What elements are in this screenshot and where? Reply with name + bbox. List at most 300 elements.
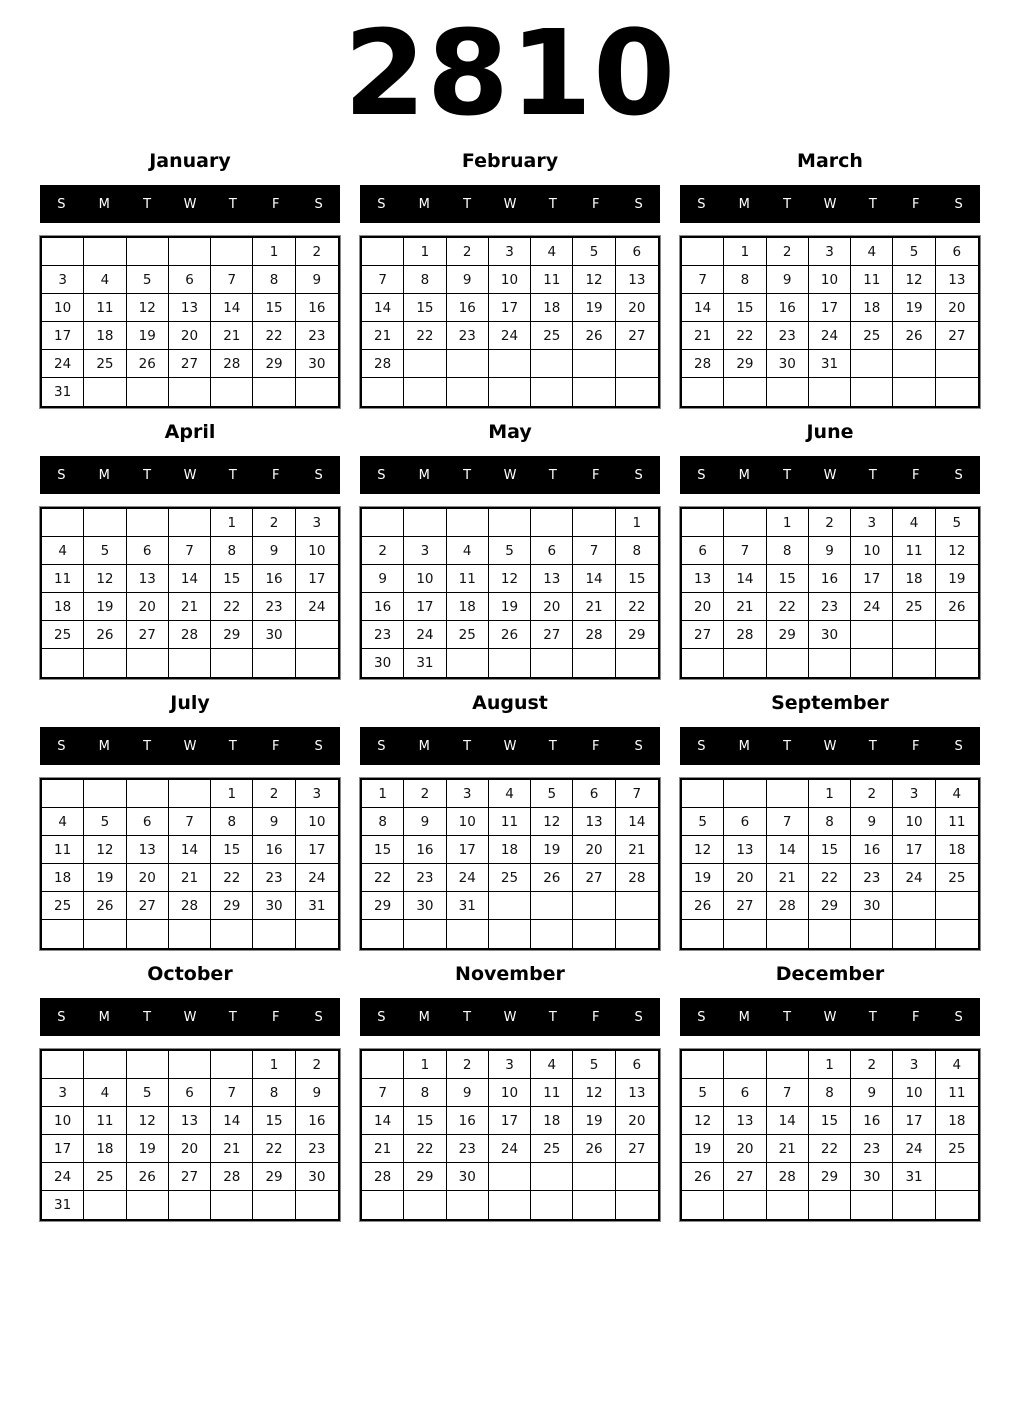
day-cell-empty [42,509,84,537]
day-cell: 21 [682,322,724,350]
day-cell: 18 [447,593,489,621]
day-cell-empty [682,509,724,537]
day-cell: 19 [84,593,126,621]
day-cell: 22 [404,1135,446,1163]
day-cell: 29 [809,1163,851,1191]
weekday-label: S [57,1009,66,1025]
day-cell: 30 [767,350,809,378]
day-cell: 29 [362,892,404,920]
day-cell: 28 [724,621,766,649]
day-cell: 13 [724,836,766,864]
day-cell-empty [767,378,809,406]
day-cell: 15 [253,294,295,322]
day-cell-empty [724,1191,766,1219]
day-cell: 11 [531,1079,573,1107]
weekday-label: T [228,1009,237,1025]
weekday-label: F [591,1009,600,1025]
day-cell: 4 [531,1051,573,1079]
day-cell: 18 [42,864,84,892]
weekday-label: T [783,1009,792,1025]
weekday-label: F [911,1009,920,1025]
day-cell: 29 [211,621,253,649]
day-cell: 26 [84,892,126,920]
day-cell: 6 [724,808,766,836]
day-cell-empty [809,378,851,406]
day-cell-empty [362,378,404,406]
weekday-label: W [183,196,197,212]
day-cell-empty [169,378,211,406]
day-cell: 1 [211,509,253,537]
day-cell: 19 [127,1135,169,1163]
day-cell: 13 [936,266,978,294]
weekday-label: M [738,738,750,754]
day-cell: 23 [404,864,446,892]
day-cell-empty [531,1191,573,1219]
weekday-label: S [57,738,66,754]
day-cell: 15 [767,565,809,593]
day-cell: 26 [127,1163,169,1191]
day-cell-empty [682,649,724,677]
weekday-label: S [377,738,386,754]
day-cell-empty [893,378,935,406]
weekday-label: M [418,467,430,483]
day-cell: 26 [893,322,935,350]
day-cell: 11 [851,266,893,294]
day-cell-empty [531,649,573,677]
day-cell: 30 [851,1163,893,1191]
day-cell-empty [447,350,489,378]
day-cell: 6 [682,537,724,565]
day-cell: 26 [936,593,978,621]
day-cell: 8 [809,1079,851,1107]
day-cell-empty [84,509,126,537]
day-cell-empty [893,649,935,677]
day-cell: 24 [851,593,893,621]
weekday-label: M [98,1009,110,1025]
day-cell: 22 [362,864,404,892]
weekday-label: F [271,467,280,483]
day-cell: 23 [296,1135,338,1163]
day-cell: 3 [893,780,935,808]
weekday-label: M [98,467,110,483]
month-grid [40,778,340,950]
day-cell: 22 [404,322,446,350]
day-cell: 22 [253,1135,295,1163]
day-cell: 6 [127,808,169,836]
day-cell: 8 [362,808,404,836]
weekday-label: W [503,738,517,754]
day-cell: 6 [616,238,658,266]
day-cell: 16 [253,836,295,864]
day-cell: 27 [531,621,573,649]
day-cell-empty [893,1191,935,1219]
day-cell-empty [893,621,935,649]
day-cell-empty [767,780,809,808]
day-cell-empty [851,649,893,677]
day-cell: 14 [616,808,658,836]
month-title: November [455,963,565,985]
day-cell-empty [404,378,446,406]
weekday-label: S [954,467,963,483]
day-cell: 5 [531,780,573,808]
day-cell: 26 [682,892,724,920]
day-cell: 10 [893,1079,935,1107]
month-title: August [472,692,548,714]
day-cell-empty [362,238,404,266]
day-cell: 21 [211,1135,253,1163]
day-cell: 12 [573,266,615,294]
day-cell-empty [296,649,338,677]
day-cell: 13 [573,808,615,836]
day-cell: 31 [42,378,84,406]
day-cell: 22 [616,593,658,621]
day-cell: 30 [296,350,338,378]
day-cell: 19 [893,294,935,322]
day-cell: 21 [169,593,211,621]
day-cell: 23 [447,1135,489,1163]
day-cell: 12 [489,565,531,593]
day-cell: 24 [809,322,851,350]
day-cell: 3 [893,1051,935,1079]
weekday-label: T [228,467,237,483]
day-cell: 27 [682,621,724,649]
day-cell: 13 [724,1107,766,1135]
day-cell: 10 [404,565,446,593]
day-cell: 23 [296,322,338,350]
day-cell: 22 [211,864,253,892]
weekday-label: S [954,196,963,212]
day-cell-empty [42,238,84,266]
day-cell: 11 [42,565,84,593]
day-cell: 10 [489,1079,531,1107]
day-cell: 7 [767,808,809,836]
day-cell-empty [573,649,615,677]
day-cell: 11 [84,1107,126,1135]
day-cell: 12 [893,266,935,294]
weekday-header-row [360,456,660,494]
day-cell: 18 [531,1107,573,1135]
day-cell: 20 [169,1135,211,1163]
day-cell: 30 [851,892,893,920]
day-cell: 23 [851,864,893,892]
day-cell: 8 [724,266,766,294]
day-cell-empty [851,350,893,378]
day-cell-empty [42,649,84,677]
weekday-label: F [591,196,600,212]
day-cell: 21 [724,593,766,621]
weekday-label: T [143,467,152,483]
day-cell-empty [936,892,978,920]
day-cell: 2 [253,509,295,537]
day-cell: 25 [893,593,935,621]
day-cell-empty [573,1191,615,1219]
day-cell: 8 [767,537,809,565]
day-cell: 9 [851,808,893,836]
day-cell: 15 [404,1107,446,1135]
day-cell-empty [84,780,126,808]
day-cell: 5 [84,808,126,836]
day-cell-empty [767,920,809,948]
weekday-label: T [868,196,877,212]
day-cell: 2 [253,780,295,808]
day-cell: 20 [127,864,169,892]
day-cell-empty [531,378,573,406]
day-cell: 22 [809,864,851,892]
weekday-label: M [418,1009,430,1025]
day-cell: 31 [42,1191,84,1219]
weekday-label: S [57,196,66,212]
weekday-label: F [911,467,920,483]
day-cell: 21 [767,864,809,892]
day-cell-empty [682,238,724,266]
day-cell-empty [211,1051,253,1079]
day-cell: 6 [169,266,211,294]
day-cell-empty [573,350,615,378]
day-cell: 15 [404,294,446,322]
day-cell: 3 [42,266,84,294]
day-cell: 3 [404,537,446,565]
weekday-label: T [548,738,557,754]
day-cell: 12 [682,1107,724,1135]
day-cell: 28 [682,350,724,378]
weekday-label: F [271,738,280,754]
day-cell-empty [531,920,573,948]
day-cell: 21 [362,1135,404,1163]
day-cell: 29 [253,350,295,378]
day-cell: 18 [84,322,126,350]
day-cell-empty [616,920,658,948]
day-cell: 27 [127,892,169,920]
weekday-label: W [503,196,517,212]
day-cell: 16 [362,593,404,621]
day-cell-empty [809,1191,851,1219]
day-cell: 16 [851,836,893,864]
day-cell: 15 [616,565,658,593]
day-cell-empty [724,649,766,677]
day-cell: 13 [127,565,169,593]
day-cell: 19 [84,864,126,892]
day-cell: 30 [404,892,446,920]
day-cell: 28 [169,892,211,920]
day-cell: 11 [893,537,935,565]
month-block-november [360,963,660,1221]
weekday-header-row [360,998,660,1036]
day-cell: 2 [362,537,404,565]
day-cell: 10 [851,537,893,565]
day-cell: 25 [42,892,84,920]
day-cell: 11 [489,808,531,836]
day-cell: 22 [767,593,809,621]
day-cell: 25 [936,864,978,892]
day-cell: 7 [169,537,211,565]
day-cell: 14 [211,1107,253,1135]
day-cell: 1 [809,1051,851,1079]
day-cell: 5 [127,266,169,294]
day-cell: 14 [682,294,724,322]
day-cell: 4 [84,266,126,294]
weekday-label: T [463,1009,472,1025]
day-cell: 6 [573,780,615,808]
day-cell: 16 [296,1107,338,1135]
day-cell-empty [447,1191,489,1219]
month-block-january [40,150,340,408]
month-block-august [360,692,660,950]
day-cell-empty [447,649,489,677]
day-cell-empty [362,1051,404,1079]
day-cell: 23 [767,322,809,350]
weekday-header-row [360,727,660,765]
weekday-label: M [738,196,750,212]
weekday-label: F [911,196,920,212]
day-cell: 12 [127,1107,169,1135]
day-cell: 13 [169,294,211,322]
day-cell: 28 [169,621,211,649]
day-cell: 13 [531,565,573,593]
weekday-label: T [868,1009,877,1025]
weekday-label: T [463,467,472,483]
weekday-header-row [680,185,980,223]
day-cell: 18 [531,294,573,322]
day-cell: 6 [127,537,169,565]
day-cell: 23 [809,593,851,621]
day-cell: 11 [936,1079,978,1107]
day-cell: 29 [404,1163,446,1191]
day-cell: 3 [851,509,893,537]
month-block-october [40,963,340,1221]
day-cell: 16 [296,294,338,322]
day-cell-empty [489,1163,531,1191]
day-cell: 24 [489,322,531,350]
day-cell-empty [84,238,126,266]
month-title: July [170,692,210,714]
day-cell: 2 [447,238,489,266]
day-cell: 19 [682,864,724,892]
day-cell: 1 [404,238,446,266]
day-cell-empty [127,509,169,537]
day-cell: 9 [296,1079,338,1107]
day-cell-empty [296,378,338,406]
month-block-march [680,150,980,408]
day-cell: 23 [447,322,489,350]
day-cell-empty [127,920,169,948]
weekday-label: S [697,196,706,212]
day-cell: 5 [84,537,126,565]
day-cell-empty [936,920,978,948]
day-cell-empty [42,780,84,808]
day-cell: 10 [296,537,338,565]
day-cell: 21 [573,593,615,621]
day-cell: 22 [809,1135,851,1163]
day-cell: 17 [893,1107,935,1135]
day-cell: 9 [404,808,446,836]
day-cell: 6 [616,1051,658,1079]
day-cell: 28 [362,1163,404,1191]
weekday-label: T [868,467,877,483]
day-cell: 10 [42,1107,84,1135]
weekday-label: S [314,738,323,754]
day-cell: 17 [489,294,531,322]
weekday-label: W [823,738,837,754]
day-cell-empty [724,509,766,537]
day-cell: 3 [296,780,338,808]
day-cell: 4 [936,780,978,808]
day-cell: 12 [84,836,126,864]
weekday-label: W [503,1009,517,1025]
day-cell: 3 [809,238,851,266]
day-cell: 19 [936,565,978,593]
weekday-header-row [680,727,980,765]
day-cell-empty [531,509,573,537]
day-cell-empty [489,892,531,920]
day-cell-empty [211,238,253,266]
month-grid [680,778,980,950]
day-cell: 24 [447,864,489,892]
day-cell: 4 [489,780,531,808]
day-cell: 21 [169,864,211,892]
day-cell: 8 [253,1079,295,1107]
weekday-label: T [783,467,792,483]
weekday-header-row [40,456,340,494]
day-cell: 2 [447,1051,489,1079]
weekday-header-row [680,998,980,1036]
day-cell: 20 [724,864,766,892]
day-cell: 28 [573,621,615,649]
day-cell: 7 [211,1079,253,1107]
day-cell: 3 [489,1051,531,1079]
month-grid [40,507,340,679]
weekday-header-row [40,727,340,765]
weekday-label: T [228,196,237,212]
weekday-label: S [377,196,386,212]
day-cell: 9 [296,266,338,294]
day-cell: 12 [573,1079,615,1107]
day-cell: 20 [616,294,658,322]
day-cell: 5 [936,509,978,537]
day-cell: 27 [616,322,658,350]
weekday-label: W [183,467,197,483]
weekday-header-row [360,185,660,223]
day-cell: 28 [362,350,404,378]
day-cell-empty [936,649,978,677]
day-cell-empty [851,1191,893,1219]
day-cell: 9 [809,537,851,565]
day-cell: 18 [936,1107,978,1135]
day-cell-empty [362,1191,404,1219]
day-cell: 27 [724,1163,766,1191]
day-cell: 4 [531,238,573,266]
day-cell-empty [724,1051,766,1079]
weekday-label: M [98,196,110,212]
day-cell-empty [936,1163,978,1191]
day-cell: 10 [296,808,338,836]
day-cell-empty [809,649,851,677]
day-cell: 30 [253,621,295,649]
day-cell-empty [169,1051,211,1079]
month-grid [40,1049,340,1221]
day-cell: 14 [169,565,211,593]
day-cell-empty [489,509,531,537]
day-cell-empty [211,1191,253,1219]
weekday-label: T [548,196,557,212]
day-cell: 30 [362,649,404,677]
day-cell: 30 [809,621,851,649]
day-cell: 25 [84,350,126,378]
month-grid [360,778,660,950]
day-cell: 14 [362,1107,404,1135]
day-cell-empty [447,378,489,406]
day-cell: 14 [362,294,404,322]
day-cell: 4 [936,1051,978,1079]
